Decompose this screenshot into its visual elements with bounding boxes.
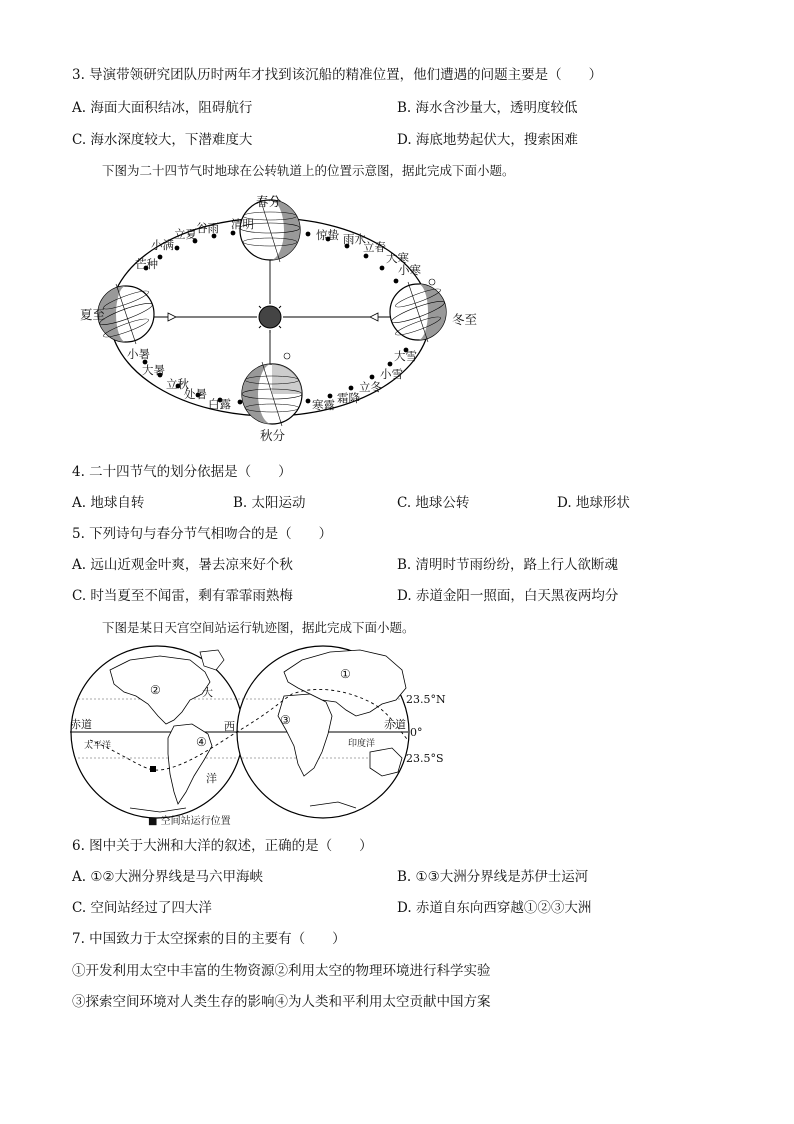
- label-chushu: 处暑: [184, 387, 207, 401]
- q6-option-d: D. 赤道自东向西穿越①②③大洲: [397, 900, 592, 916]
- label-xiaoshu: 小暑: [127, 347, 150, 361]
- q3-stem: 3. 导演带领研究团队历时两年才找到该沉船的精准位置，他们遭遇的问题主要是（ ）: [72, 67, 603, 83]
- map-legend: ■ 空间站运行位置: [148, 816, 231, 826]
- label-lidong: 立冬: [359, 380, 382, 394]
- label-equator-right: 赤道: [384, 718, 406, 731]
- label-guyu: 谷雨: [196, 221, 219, 235]
- label-n2: ②: [150, 683, 161, 697]
- label-n3: ③: [280, 713, 291, 727]
- label-xiaohan: 小寒: [398, 263, 421, 277]
- label-lichun: 立春: [363, 240, 386, 254]
- label-dahan: 大寒: [386, 251, 409, 265]
- earth-summer: [98, 284, 154, 344]
- world-map-diagram: [70, 642, 450, 826]
- q3-option-b: B. 海水含沙量大，透明度较低: [397, 100, 578, 116]
- label-bailu: 白露: [208, 397, 231, 411]
- q3-option-c: C. 海水深度较大，下潜难度大: [72, 132, 253, 148]
- label-indian: 印度洋: [348, 739, 376, 749]
- label-lixia: 立夏: [174, 227, 197, 241]
- label-n4: ④: [196, 735, 207, 749]
- q6-option-b: B. ①③大洲分界线是苏伊士运河: [397, 869, 589, 885]
- intro-map: 下图是某日天宫空间站运行轨迹图，据此完成下面小题。: [102, 620, 415, 635]
- arrow-right: [370, 313, 378, 321]
- label-da: 大: [202, 686, 213, 699]
- q7-statement-2: ③探索空间环境对人类生存的影响④为人类和平利用太空贡献中国方案: [72, 994, 491, 1010]
- q6-option-c: C. 空间站经过了四大洋: [72, 900, 212, 916]
- label-n1: ①: [340, 667, 351, 681]
- label-qingming: 清明: [231, 217, 254, 231]
- label-pacific: 太平洋: [84, 741, 112, 751]
- orbit-diagram: [80, 188, 500, 450]
- label-xiaoxue: 小雪: [380, 367, 403, 381]
- label-equator-left: 赤道: [70, 718, 92, 731]
- label-lat-s: 23.5°S: [406, 752, 444, 765]
- label-xiaoman: 小满: [151, 238, 174, 252]
- q7-statement-1: ①开发利用太空中丰富的生物资源②利用太空的物理环境进行科学实验: [72, 963, 491, 979]
- label-hanlu: 寒露: [312, 398, 335, 412]
- earth-winter: [390, 279, 446, 342]
- arrow-left: [168, 313, 176, 321]
- earth-autumn: [242, 353, 302, 426]
- q3-option-a: A. 海面大面积结冰，阻碍航行: [72, 100, 253, 116]
- q4-option-c: C. 地球公转: [397, 495, 470, 511]
- q3-option-d: D. 海底地势起伏大，搜索困难: [397, 132, 578, 148]
- label-summer: 夏至: [80, 307, 106, 322]
- q4-stem: 4. 二十四节气的划分依据是（ ）: [72, 464, 292, 480]
- q5-option-a: A. 远山近观金叶爽，暑去凉来好个秋: [72, 557, 293, 573]
- q5-option-c: C. 时当夏至不闻雷，剩有霏霏雨熟梅: [72, 588, 293, 604]
- label-xi: 西: [224, 720, 235, 733]
- sun-icon: [254, 301, 286, 333]
- q6-option-a: A. ①②大洲分界线是马六甲海峡: [72, 869, 264, 885]
- station-marker: [150, 766, 156, 772]
- label-daxue: 大雪: [394, 349, 417, 363]
- q4-option-b: B. 太阳运动: [233, 495, 306, 511]
- q6-stem: 6. 图中关于大洲和大洋的叙述，正确的是（ ）: [72, 838, 373, 854]
- label-lat-0: 0°: [410, 726, 423, 739]
- label-lat-n: 23.5°N: [406, 693, 446, 706]
- q5-option-d: D. 赤道金阳一照面，白天黑夜两均分: [397, 588, 619, 604]
- label-dashu: 大暑: [142, 363, 165, 377]
- intro-orbit: 下图为二十四节气时地球在公转轨道上的位置示意图，据此完成下面小题。: [102, 163, 515, 178]
- q4-option-a: A. 地球自转: [72, 495, 145, 511]
- label-jingzhe: 惊蛰: [316, 228, 339, 242]
- label-yushui: 雨水: [343, 232, 366, 246]
- label-mangzhong: 芒种: [135, 257, 158, 271]
- q4-option-d: D. 地球形状: [557, 495, 630, 511]
- q5-option-b: B. 清明时节雨纷纷，路上行人欲断魂: [397, 557, 619, 573]
- q5-stem: 5. 下列诗句与春分节气相吻合的是（ ）: [72, 526, 333, 542]
- label-shuangjiang: 霜降: [337, 391, 360, 405]
- q7-stem: 7. 中国致力于太空探索的目的主要有（ ）: [72, 931, 346, 947]
- label-yang: 洋: [206, 772, 217, 785]
- label-autumn: 秋分: [260, 428, 286, 443]
- label-spring: 春分: [256, 194, 282, 209]
- label-winter: 冬至: [452, 312, 478, 327]
- label-liqiu: 立秋: [166, 377, 189, 391]
